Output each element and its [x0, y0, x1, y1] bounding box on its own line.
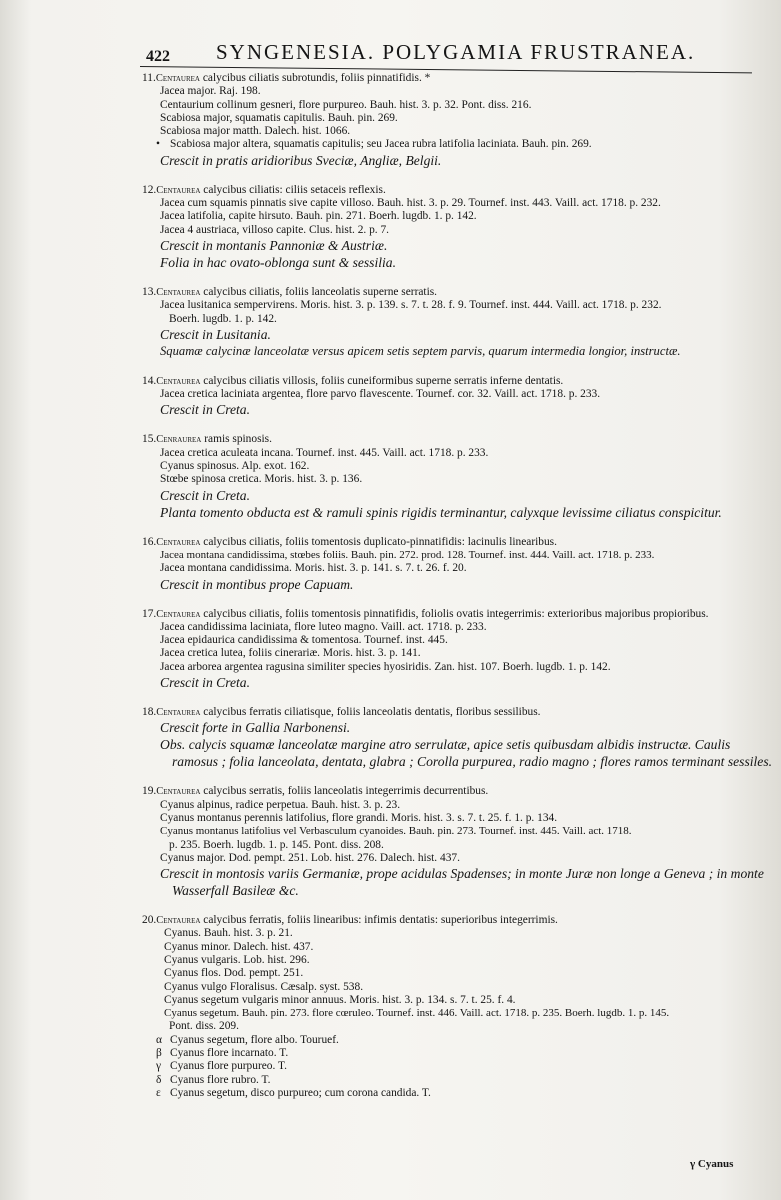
synonym-line: Cyanus montanus perennis latifolius, flore grandi. Moris. hist. 3. s. 7. t. 25. f. 1. p. 134.: [160, 811, 558, 824]
synonym-line: Cyanus spinosus. Alp. exot. 162.: [160, 460, 310, 473]
genus-name: Centaurea: [156, 608, 201, 620]
synonym-line: Cyanus segetum vulgaris minor annuus. Moris. hist. 3. p. 134. s. 7. t. 25. f. 4.: [164, 993, 516, 1006]
diagnosis: ramis spinosis.: [204, 433, 272, 446]
synonym-line: Cyanus minor. Dalech. hist. 437.: [164, 940, 314, 953]
species-entry: [142, 914, 767, 1100]
variety-mark: γ: [156, 1060, 162, 1073]
entry-number: 11.: [142, 72, 156, 84]
diagnosis: calycibus ferratis ciliatisque, foliis lanceolatis dentatis, floribus sessilibus.: [203, 706, 541, 719]
synonym-line: Centaurium collinum gesneri, flore purpureo. Bauh. hist. 3. p. 32. Pont. diss. 216.: [160, 98, 532, 111]
entry-number: 16.: [142, 535, 157, 548]
synonym-line: Jacea montana candidissima, stœbes foliis. Bauh. pin. 272. prod. 128. Tournef. inst. 444. Vaill. act. 1718. p. 233.: [160, 548, 655, 561]
variety-line: Cyanus segetum, flore albo. Touruef.: [170, 1033, 339, 1046]
genus-name: Centaurea: [156, 184, 201, 196]
species-entry: [142, 785, 767, 899]
note: Planta tomento obducta est & ramuli spinis rigidis terminantur, calyxque levissime ciliatus conspicitur.: [160, 504, 722, 520]
diagnosis: calycibus ciliatis, foliis lanceolatis superne serratis.: [203, 285, 438, 298]
text-body: [142, 72, 773, 1115]
diagnosis: calycibus serratis, foliis lanceolatis integerrimis decurrentibus.: [203, 785, 489, 798]
species-entry: [142, 375, 767, 419]
variety-line: Cyanus flore incarnato. T.: [170, 1047, 289, 1060]
variety-line: Cyanus flore rubro. T.: [170, 1073, 271, 1086]
synonym-line: Cyanus. Bauh. hist. 3. p. 21.: [164, 927, 293, 940]
synonym-line: Jacea epidaurica candidissima & tomentosa. Tournef. inst. 445.: [160, 634, 448, 647]
entry-number: 14.: [142, 374, 157, 387]
habitat: Crescit in montosis variis Germaniæ, prope acidulas Spadenses; in monte Juræ non longe a Geneva ; in monte Wasserfall Basileæ &c.: [160, 866, 764, 899]
entry-number: 12.: [142, 183, 157, 196]
genus-name: Centaurea: [156, 375, 201, 387]
diagnosis: calycibus ciliatis: ciliis setaceis reflexis.: [203, 183, 386, 196]
species-entry: [142, 433, 767, 520]
running-header: [140, 30, 752, 66]
entry-number: 17.: [142, 607, 157, 620]
synonym-line: Jacea montana candidissima. Moris. hist. 3. p. 141. s. 7. t. 26. f. 20.: [160, 562, 467, 575]
entry-number: 15.: [142, 433, 157, 446]
page-number: 422: [146, 48, 170, 65]
species-entry: [142, 286, 767, 360]
entry-number: 13.: [142, 285, 157, 298]
habitat: Crescit in pratis aridioribus Sveciæ, Angliæ, Belgii.: [160, 152, 442, 168]
synonym-line: Cyanus alpinus, radice perpetua. Bauh. hist. 3. p. 23.: [160, 798, 401, 811]
species-entry: [142, 536, 767, 593]
genus-name: Centaurea: [156, 707, 201, 719]
catchword: γ Cyanus: [690, 1158, 734, 1170]
diagnosis: calycibus ciliatis, foliis tomentosis duplicato-pinnatifidis: lacinulis linearibus.: [203, 535, 557, 548]
habitat: Crescit in montanis Pannoniæ & Austriæ.: [160, 237, 388, 253]
genus-name: Centaurea: [156, 915, 201, 927]
species-entry: 11.Centaurea calycibus ciliatis subrotundis, foliis pinnatifidis. * Jacea major. Raj. 198. Centaurium collinum gesneri, flore purpureo. Bauh. hist. 3. p. 32. Pont. diss. 216. Scabiosa major, squamatis capitulis. Bauh. pin. 269. Scabiosa major matth. Dalech. hist. 1066. • Scabiosa major altera, squamatis capitulis; seu Jacea rubra latifolia laciniata. Bauh. pin. 269. Crescit in pratis aridioribus Sveciæ, Angliæ, Belgii.: [142, 72, 767, 169]
running-title: SYNGENESIA. POLYGAMIA FRUSTRANEA.: [216, 40, 696, 64]
synonym-line: Cyanus major. Dod. pempt. 251. Lob. hist. 276. Dalech. hist. 437.: [160, 851, 460, 864]
species-entry: [142, 608, 767, 691]
habitat: Crescit in Creta.: [160, 675, 250, 691]
synonym-line: Jacea cretica lutea, foliis cinerariæ. Moris. hist. 3. p. 141.: [160, 647, 421, 660]
note: Squamæ calycinæ lanceolatæ versus apicem setis septem parvis, quarum intermedia longior, instructæ.: [160, 343, 681, 358]
habitat: Crescit forte in Gallia Narbonensi.: [160, 720, 351, 736]
synonym-line: Jacea lusitanica sempervirens. Moris. hist. 3. p. 139. s. 7. t. 28. f. 9. Tournef. inst. 444. Vaill. act. 1718. p. 232.: [160, 299, 662, 312]
synonym-line: Cyanus vulgaris. Lob. hist. 296.: [164, 953, 310, 966]
synonym-line: Scabiosa major altera, squamatis capitulis; seu Jacea rubra latifolia laciniata. Bauh. pin. 269.: [170, 138, 592, 151]
note: Obs. calycis squamæ lanceolatæ margine atro serrulatæ, apice setis quibusdam albidis instructæ. Caulis ramosus ; folia lanceolata, dentata, glabra ; Corolla purpurea, radio magno ; flores ramos terminant sessiles.: [160, 737, 773, 770]
diagnosis: calycibus ciliatis, foliis tomentosis pinnatifidis, foliolis ovatis integerrimis: exterioribus majoribus propioribus.: [203, 607, 709, 620]
synonym-line: Boerh. lugdb. 1. p. 142.: [169, 312, 277, 325]
synonym-line: Jacea cretica aculeata incana. Tournef. inst. 445. Vaill. act. 1718. p. 233.: [160, 446, 489, 459]
synonym-line: Jacea cum squamis pinnatis sive capite villoso. Bauh. hist. 3. p. 29. Tournef. inst. 443. Vaill. act. 1718. p. 232.: [160, 197, 661, 210]
entry-number: 19.: [142, 785, 157, 798]
diagnosis: calycibus ferratis, foliis linearibus: infimis dentatis: superioribus integerrimis.: [203, 914, 558, 927]
synonym-line: Jacea cretica laciniata argentea, flore parvo flavescente. Tournef. cor. 32. Vaill. act. 1718. p. 233.: [160, 388, 601, 401]
synonym-line: Pont. diss. 209.: [169, 1020, 239, 1033]
habitat: Crescit in montibus prope Capuam.: [160, 576, 354, 592]
synonym-line: Stœbe spinosa cretica. Moris. hist. 3. p. 136.: [160, 473, 363, 486]
synonym-line: Scabiosa major matth. Dalech. hist. 1066.: [160, 125, 351, 138]
genus-name: Cenraurea: [156, 434, 202, 446]
genus-name: Centaurea: [155, 73, 200, 84]
synonym-line: Jacea major. Raj. 198.: [160, 85, 261, 98]
synonym-line: Jacea candidissima laciniata, flore luteo magno. Vaill. act. 1718. p. 233.: [160, 620, 487, 633]
genus-name: Centaurea: [156, 286, 201, 298]
synonym-line: p. 235. Boerh. lugdb. 1. p. 145. Pont. diss. 208.: [169, 838, 384, 851]
variety-mark: β: [156, 1047, 162, 1060]
variety-mark: δ: [156, 1073, 162, 1086]
species-entry: [142, 706, 773, 770]
species-entry: [142, 184, 767, 271]
variety-line: Cyanus segetum, disco purpureo; cum corona candida. T.: [170, 1086, 431, 1099]
synonym-line: Cyanus segetum. Bauh. pin. 273. flore cœruleo. Tournef. inst. 446. Vaill. act. 1718. p. 235. Boerh. lugdb. 1. p. 145.: [164, 1007, 670, 1020]
genus-name: Centaurea: [156, 536, 201, 548]
habitat: Crescit in Creta.: [160, 487, 250, 503]
variety-mark: α: [156, 1033, 162, 1046]
synonym-line: Jacea latifolia, capite hirsuto. Bauh. pin. 271. Boerh. lugdb. 1. p. 142.: [160, 210, 477, 223]
variety-mark: ε: [156, 1086, 161, 1099]
variety-line: Cyanus flore purpureo. T.: [170, 1060, 287, 1073]
note: Folia in hac ovato-oblonga sunt & sessilia.: [160, 254, 396, 270]
habitat: Crescit in Lusitania.: [160, 326, 271, 342]
diagnosis: calycibus ciliatis villosis, foliis cuneiformibus superne serratis inferne dentatis.: [203, 374, 564, 387]
genus-name: Centaurea: [156, 786, 201, 798]
synonym-line: Cyanus montanus latifolius vel Verbasculum cyanoides. Bauh. pin. 273. Tournef. inst. 445. Vaill. act. 1718.: [160, 825, 632, 838]
habitat: Crescit in Creta.: [160, 402, 250, 418]
synonym-line: Cyanus flos. Dod. pempt. 251.: [164, 967, 304, 980]
synonym-line: Scabiosa major, squamatis capitulis. Bauh. pin. 269.: [160, 111, 398, 124]
diagnosis: calycibus ciliatis subrotundis, foliis pinnatifidis. *: [202, 72, 431, 84]
synonym-line: Jacea 4 austriaca, villoso capite. Clus. hist. 2. p. 7.: [160, 223, 390, 236]
synonym-line: Jacea arborea argentea ragusina similiter species hyosiridis. Zan. hist. 107. Boerh. lugdb. 1. p. 142.: [160, 660, 611, 673]
synonym-line: Cyanus vulgo Floralisus. Cæsalp. syst. 538.: [164, 980, 364, 993]
entry-number: 18.: [142, 706, 157, 719]
entry-number: 20.: [142, 914, 157, 927]
